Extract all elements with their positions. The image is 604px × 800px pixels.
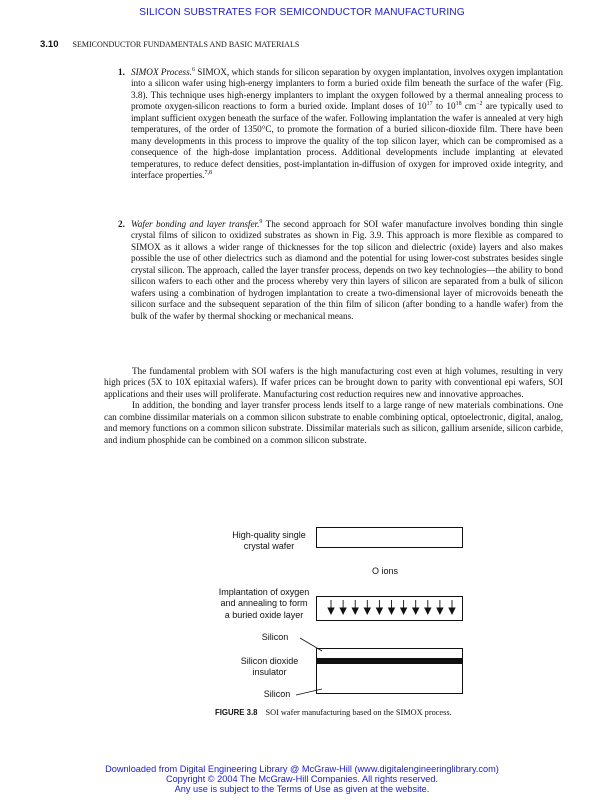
label-silicon-top: Silicon <box>261 632 289 642</box>
ion-arrow-head <box>425 608 431 614</box>
ion-arrow-head <box>328 608 334 614</box>
ion-arrow-head <box>449 608 455 614</box>
label-line: High-quality single <box>232 530 306 540</box>
item-body-c: cm <box>461 101 477 112</box>
label-line: insulator <box>252 667 287 678</box>
list-marker: 2. <box>118 219 125 229</box>
item-title: SIMOX Process. <box>131 67 192 77</box>
ion-arrow-head <box>340 608 346 614</box>
document-banner: SILICON SUBSTRATES FOR SEMICONDUCTOR MANUFACTURING <box>139 7 465 18</box>
reference: 9 <box>259 219 263 225</box>
label-line: Implantation of oxygen <box>218 587 310 597</box>
label-line: a buried oxide layer <box>224 609 304 620</box>
exponent: 17 <box>426 101 433 108</box>
layered-wafer-rect <box>317 649 463 694</box>
footer-copyright: Copyright © 2004 The McGraw-Hill Companies. All rights reserved. <box>165 774 439 784</box>
list-marker: 1. <box>118 67 125 77</box>
exponent: 18 <box>455 101 462 108</box>
ion-arrow-head <box>352 608 358 614</box>
caption-label: FIGURE 3.8 <box>215 708 258 717</box>
page-number: 3.10 <box>40 39 59 50</box>
paragraph: The fundamental problem with SOI wafers is the high manufacturing cost even at high volumes, resulting in very high prices (5X to 10X epitaxial wafers). If wafer prices can be brought down to parity with conventional epi wafers, SOI applications and their uses will proliferate. Manufacturing cost reduction requires new and innovative approaches. <box>104 366 563 399</box>
label-silicon-bottom: Silicon <box>263 689 291 699</box>
caption-text: SOI wafer manufacturing based on the SIMOX process. <box>265 708 452 717</box>
label-ions: O ions <box>371 566 398 576</box>
item-title: Wafer bonding and layer transfer. <box>131 219 260 229</box>
ion-arrow-head <box>376 608 382 614</box>
ion-arrow-head <box>437 608 443 614</box>
wafer-rect <box>317 528 463 548</box>
oxide-layer <box>317 658 463 664</box>
reference: 6 <box>191 67 195 73</box>
ion-arrow-head <box>389 608 395 614</box>
ion-arrow-head <box>364 608 370 614</box>
item-body-d: are typically used to implant sufficient oxygen beneath the surface of the wafer. Following implantation the wafer is annealed at very high temperatures, of the order of 1350°C, to promote the formation of a buried silicon-dioxide film. There have been many developments in this process to improve the quality of the top silicon layer, which can be compromised as a consequence of the high-dose implantation process. Additional developments include implanting at elevated temperatures, to reduce defect densities, post-implantation in-diffusion of oxygen for improved oxide integrity, and interface properties. <box>131 101 563 181</box>
footer-terms[interactable]: Any use is subject to the Terms of Use as given at the website. <box>174 784 430 794</box>
label-line: crystal wafer <box>243 541 295 552</box>
chapter-title: SEMICONDUCTOR FUNDAMENTALS AND BASIC MATERIALS <box>72 40 300 49</box>
paragraph: In addition, the bonding and layer transfer process lends itself to a large range of new materials combinations. One can combine dissimilar materials on a common silicon substrate to enable combining optical, optoelectronic, digital, analog, and memory functions on a common silicon substrate. Dissimilar materials such as silicon, gallium arsenide, silicon carbide, and indium phosphide can be combined on a common silicon substrate. <box>104 400 563 445</box>
ion-arrow-head <box>401 608 407 614</box>
footer-download-link[interactable]: Downloaded from Digital Engineering Library @ McGraw-Hill (www.digitalengineeringlibrary.com) <box>105 764 499 774</box>
exponent: −2 <box>476 101 483 108</box>
leader-silicon-top <box>300 638 322 651</box>
ion-arrow-head <box>413 608 419 614</box>
item-body-a: SIMOX, which stands for silicon separation by oxygen implantation, involves oxygen implantation into a silicon wafer using high-energy implanters to form a buried oxide film beneath the surface of the wafer (Fig. 3.8). This technique uses high-energy implanters to implant the oxygen followed by a thermal annealing process to promote oxygen-silicon reactions to form a buried oxide. Implant doses of 10 <box>131 67 563 112</box>
ion-arrows <box>328 600 455 614</box>
reference: 7,8 <box>204 170 212 177</box>
label-line: Silicon dioxide <box>240 656 299 666</box>
leader-silicon-bottom <box>296 689 322 695</box>
figure-caption <box>215 708 465 719</box>
item-body-b: to 10 <box>432 101 456 112</box>
item-body: The second approach for SOI wafer manufacture involves bonding thin single crystal films of silicon to oxidized substrates as shown in Fig. 3.9. This approach is more flexible as compared to SIMOX as it allows a wider range of thicknesses for the top silicon and dielectric (oxide) layers and also makes possible the use of other dielectrics such as diamond and the potential for using lower-cost substrates besides single crystal silicon. The approach, called the layer transfer process, depends on two key technologies—the ability to bond silicon wafers to each other and the process whereby very thin layers of silicon are separated from a bulk of silicon wafers using a combination of hydrogen implantation to create a two-dimensional layer of microvoids beneath the silicon surface and the subsequent separation of the thin film of silicon (after bonding to a handle wafer) from the bulk of the wafer by thermal shocking or mechanical means. <box>131 219 563 321</box>
label-line: and annealing to form <box>220 598 308 609</box>
